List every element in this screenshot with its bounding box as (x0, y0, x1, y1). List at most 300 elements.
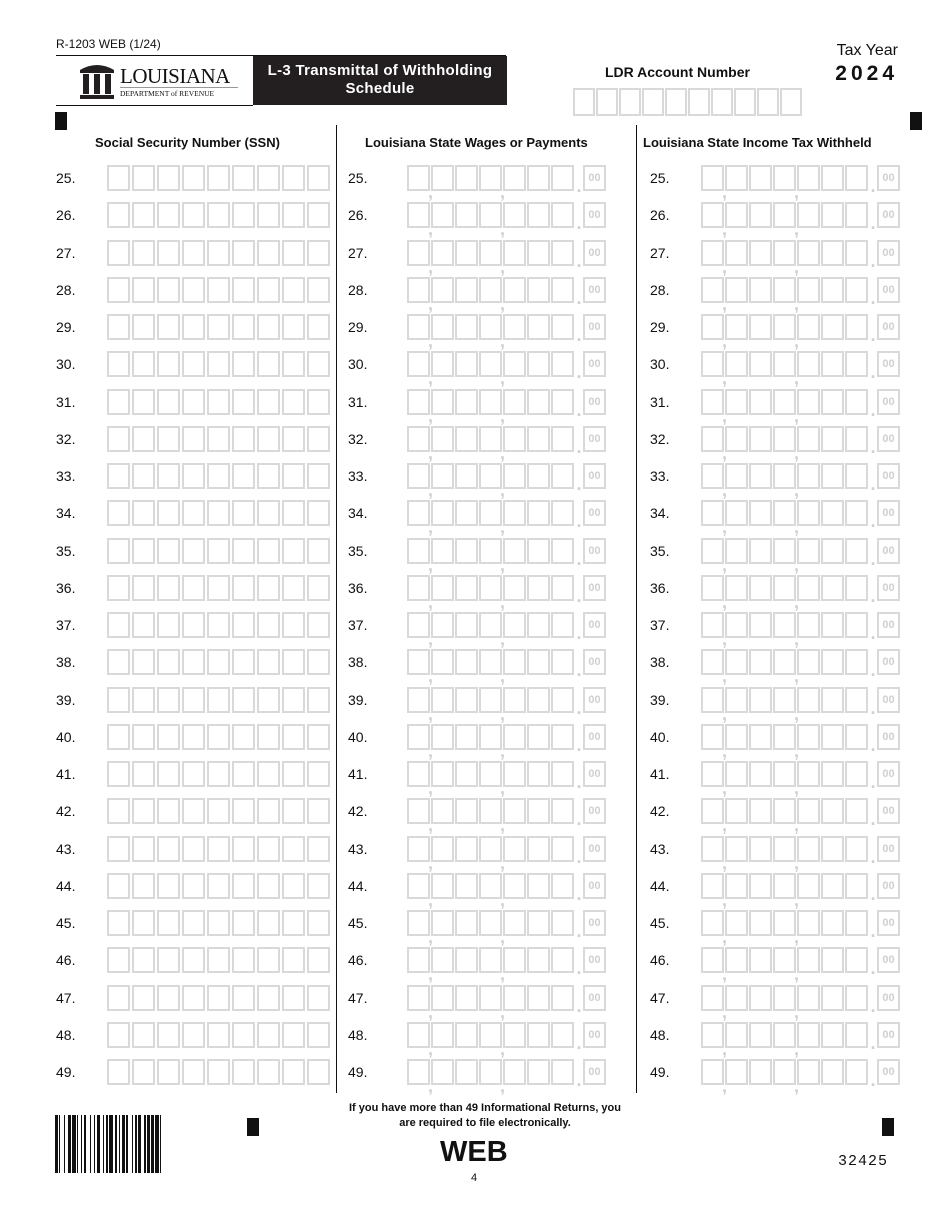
wages-input[interactable] (407, 277, 606, 314)
digit-cell[interactable] (527, 314, 550, 340)
digit-cell[interactable] (207, 985, 230, 1011)
digit-cell[interactable] (307, 314, 330, 340)
digit-cell[interactable] (207, 724, 230, 750)
digit-cell[interactable] (257, 761, 280, 787)
wages-input[interactable] (407, 910, 606, 947)
digit-cell[interactable] (307, 500, 330, 526)
digit-cell[interactable] (232, 575, 255, 601)
digit-cell[interactable] (725, 463, 748, 489)
digit-cell[interactable] (701, 500, 724, 526)
digit-cell[interactable] (182, 389, 205, 415)
digit-cell[interactable] (527, 500, 550, 526)
digit-cell[interactable] (455, 1059, 478, 1085)
digit-cell[interactable] (773, 873, 796, 899)
digit-cell[interactable] (725, 1022, 748, 1048)
digit-cell[interactable] (701, 538, 724, 564)
digit-cell[interactable] (527, 351, 550, 377)
tax-withheld-input[interactable] (701, 575, 900, 612)
digit-cell[interactable] (182, 687, 205, 713)
digit-cell[interactable] (749, 202, 772, 228)
digit-cell[interactable] (773, 240, 796, 266)
digit-cell[interactable] (725, 836, 748, 862)
digit-cell[interactable] (157, 873, 180, 899)
digit-cell[interactable] (551, 389, 574, 415)
digit-cell[interactable] (749, 277, 772, 303)
digit-cell[interactable] (821, 798, 844, 824)
digit-cell[interactable] (157, 202, 180, 228)
digit-cell[interactable] (232, 1059, 255, 1085)
digit-cell[interactable] (257, 798, 280, 824)
digit-cell[interactable] (797, 687, 820, 713)
digit-cell[interactable] (157, 910, 180, 936)
digit-cell[interactable] (257, 1022, 280, 1048)
digit-cell[interactable] (503, 575, 526, 601)
digit-cell[interactable] (596, 88, 618, 116)
digit-cell[interactable] (257, 463, 280, 489)
digit-cell[interactable] (182, 798, 205, 824)
digit-cell[interactable] (527, 798, 550, 824)
digit-cell[interactable] (773, 389, 796, 415)
tax-withheld-input[interactable] (701, 240, 900, 277)
ssn-input[interactable] (107, 165, 332, 191)
digit-cell[interactable] (232, 612, 255, 638)
digit-cell[interactable] (207, 798, 230, 824)
digit-cell[interactable] (232, 873, 255, 899)
digit-cell[interactable] (407, 873, 430, 899)
digit-cell[interactable] (479, 910, 502, 936)
digit-cell[interactable] (551, 612, 574, 638)
digit-cell[interactable] (749, 798, 772, 824)
digit-cell[interactable] (503, 910, 526, 936)
digit-cell[interactable] (232, 240, 255, 266)
digit-cell[interactable] (431, 873, 454, 899)
digit-cell[interactable] (407, 351, 430, 377)
digit-cell[interactable] (773, 612, 796, 638)
digit-cell[interactable] (232, 277, 255, 303)
digit-cell[interactable] (157, 724, 180, 750)
digit-cell[interactable] (749, 426, 772, 452)
digit-cell[interactable] (797, 389, 820, 415)
digit-cell[interactable] (479, 575, 502, 601)
digit-cell[interactable] (132, 426, 155, 452)
digit-cell[interactable] (773, 202, 796, 228)
digit-cell[interactable] (132, 649, 155, 675)
digit-cell[interactable] (797, 761, 820, 787)
digit-cell[interactable] (207, 836, 230, 862)
digit-cell[interactable] (182, 575, 205, 601)
digit-cell[interactable] (527, 1059, 550, 1085)
digit-cell[interactable] (503, 500, 526, 526)
digit-cell[interactable] (282, 314, 305, 340)
digit-cell[interactable] (431, 277, 454, 303)
digit-cell[interactable] (257, 426, 280, 452)
digit-cell[interactable] (527, 649, 550, 675)
digit-cell[interactable] (845, 1022, 868, 1048)
digit-cell[interactable] (503, 985, 526, 1011)
digit-cell[interactable] (282, 649, 305, 675)
digit-cell[interactable] (503, 1059, 526, 1085)
digit-cell[interactable] (551, 463, 574, 489)
digit-cell[interactable] (455, 873, 478, 899)
digit-cell[interactable] (157, 426, 180, 452)
tax-withheld-input[interactable] (701, 649, 900, 687)
ssn-input[interactable] (107, 314, 332, 340)
digit-cell[interactable] (479, 836, 502, 862)
tax-withheld-input[interactable] (701, 426, 900, 463)
digit-cell[interactable] (307, 351, 330, 377)
digit-cell[interactable] (107, 202, 130, 228)
digit-cell[interactable] (503, 202, 526, 228)
digit-cell[interactable] (307, 798, 330, 824)
digit-cell[interactable] (157, 649, 180, 675)
digit-cell[interactable] (479, 538, 502, 564)
digit-cell[interactable] (845, 277, 868, 303)
digit-cell[interactable] (431, 575, 454, 601)
digit-cell[interactable] (503, 463, 526, 489)
digit-cell[interactable] (701, 575, 724, 601)
digit-cell[interactable] (132, 724, 155, 750)
digit-cell[interactable] (701, 1022, 724, 1048)
digit-cell[interactable] (821, 1022, 844, 1048)
digit-cell[interactable] (282, 575, 305, 601)
digit-cell[interactable] (773, 500, 796, 526)
digit-cell[interactable] (157, 575, 180, 601)
digit-cell[interactable] (232, 910, 255, 936)
wages-input[interactable] (407, 463, 606, 500)
digit-cell[interactable] (307, 538, 330, 564)
digit-cell[interactable] (431, 500, 454, 526)
digit-cell[interactable] (282, 612, 305, 638)
tax-withheld-input[interactable] (701, 798, 900, 836)
digit-cell[interactable] (821, 314, 844, 340)
digit-cell[interactable] (282, 202, 305, 228)
digit-cell[interactable] (182, 277, 205, 303)
digit-cell[interactable] (479, 202, 502, 228)
digit-cell[interactable] (431, 165, 454, 191)
digit-cell[interactable] (711, 88, 733, 116)
digit-cell[interactable] (845, 426, 868, 452)
digit-cell[interactable] (797, 463, 820, 489)
digit-cell[interactable] (207, 687, 230, 713)
digit-cell[interactable] (431, 202, 454, 228)
digit-cell[interactable] (503, 649, 526, 675)
digit-cell[interactable] (551, 649, 574, 675)
digit-cell[interactable] (845, 500, 868, 526)
digit-cell[interactable] (232, 985, 255, 1011)
digit-cell[interactable] (845, 724, 868, 750)
digit-cell[interactable] (107, 761, 130, 787)
digit-cell[interactable] (527, 538, 550, 564)
digit-cell[interactable] (407, 575, 430, 601)
digit-cell[interactable] (107, 351, 130, 377)
digit-cell[interactable] (479, 649, 502, 675)
digit-cell[interactable] (157, 612, 180, 638)
digit-cell[interactable] (551, 426, 574, 452)
digit-cell[interactable] (307, 165, 330, 191)
digit-cell[interactable] (257, 277, 280, 303)
digit-cell[interactable] (232, 724, 255, 750)
ssn-input[interactable] (107, 873, 332, 899)
digit-cell[interactable] (207, 538, 230, 564)
digit-cell[interactable] (182, 351, 205, 377)
ssn-input[interactable] (107, 1059, 332, 1085)
digit-cell[interactable] (282, 687, 305, 713)
digit-cell[interactable] (797, 426, 820, 452)
digit-cell[interactable] (797, 240, 820, 266)
digit-cell[interactable] (455, 612, 478, 638)
digit-cell[interactable] (157, 351, 180, 377)
digit-cell[interactable] (725, 798, 748, 824)
digit-cell[interactable] (527, 724, 550, 750)
digit-cell[interactable] (257, 724, 280, 750)
digit-cell[interactable] (431, 389, 454, 415)
digit-cell[interactable] (725, 165, 748, 191)
digit-cell[interactable] (725, 426, 748, 452)
tax-withheld-input[interactable] (701, 463, 900, 500)
digit-cell[interactable] (431, 351, 454, 377)
digit-cell[interactable] (845, 612, 868, 638)
digit-cell[interactable] (182, 649, 205, 675)
digit-cell[interactable] (257, 836, 280, 862)
digit-cell[interactable] (527, 389, 550, 415)
digit-cell[interactable] (479, 985, 502, 1011)
digit-cell[interactable] (701, 463, 724, 489)
digit-cell[interactable] (157, 985, 180, 1011)
digit-cell[interactable] (407, 463, 430, 489)
digit-cell[interactable] (701, 389, 724, 415)
digit-cell[interactable] (232, 500, 255, 526)
digit-cell[interactable] (479, 314, 502, 340)
digit-cell[interactable] (749, 724, 772, 750)
digit-cell[interactable] (455, 202, 478, 228)
digit-cell[interactable] (307, 724, 330, 750)
digit-cell[interactable] (132, 798, 155, 824)
wages-input[interactable] (407, 985, 606, 1022)
digit-cell[interactable] (282, 761, 305, 787)
digit-cell[interactable] (455, 724, 478, 750)
digit-cell[interactable] (773, 1059, 796, 1085)
digit-cell[interactable] (701, 351, 724, 377)
digit-cell[interactable] (257, 649, 280, 675)
digit-cell[interactable] (207, 314, 230, 340)
digit-cell[interactable] (132, 463, 155, 489)
digit-cell[interactable] (503, 538, 526, 564)
digit-cell[interactable] (573, 88, 595, 116)
digit-cell[interactable] (182, 910, 205, 936)
digit-cell[interactable] (527, 575, 550, 601)
digit-cell[interactable] (107, 724, 130, 750)
digit-cell[interactable] (157, 463, 180, 489)
digit-cell[interactable] (797, 277, 820, 303)
digit-cell[interactable] (688, 88, 710, 116)
digit-cell[interactable] (773, 463, 796, 489)
digit-cell[interactable] (455, 277, 478, 303)
digit-cell[interactable] (479, 500, 502, 526)
digit-cell[interactable] (821, 724, 844, 750)
tax-withheld-input[interactable] (701, 1022, 900, 1059)
tax-withheld-input[interactable] (701, 985, 900, 1022)
digit-cell[interactable] (773, 277, 796, 303)
digit-cell[interactable] (749, 240, 772, 266)
digit-cell[interactable] (257, 165, 280, 191)
digit-cell[interactable] (503, 798, 526, 824)
digit-cell[interactable] (551, 277, 574, 303)
ssn-input[interactable] (107, 575, 332, 601)
digit-cell[interactable] (527, 240, 550, 266)
digit-cell[interactable] (232, 538, 255, 564)
tax-withheld-input[interactable] (701, 612, 900, 649)
digit-cell[interactable] (725, 687, 748, 713)
tax-withheld-input[interactable] (701, 1059, 900, 1096)
digit-cell[interactable] (797, 1059, 820, 1085)
digit-cell[interactable] (431, 612, 454, 638)
digit-cell[interactable] (431, 314, 454, 340)
digit-cell[interactable] (725, 985, 748, 1011)
wages-input[interactable] (407, 165, 606, 202)
digit-cell[interactable] (527, 277, 550, 303)
digit-cell[interactable] (132, 612, 155, 638)
digit-cell[interactable] (701, 612, 724, 638)
digit-cell[interactable] (132, 761, 155, 787)
digit-cell[interactable] (107, 798, 130, 824)
digit-cell[interactable] (182, 240, 205, 266)
digit-cell[interactable] (407, 761, 430, 787)
digit-cell[interactable] (725, 910, 748, 936)
digit-cell[interactable] (725, 649, 748, 675)
digit-cell[interactable] (749, 538, 772, 564)
digit-cell[interactable] (257, 202, 280, 228)
digit-cell[interactable] (701, 314, 724, 340)
digit-cell[interactable] (503, 351, 526, 377)
digit-cell[interactable] (527, 1022, 550, 1048)
digit-cell[interactable] (845, 575, 868, 601)
digit-cell[interactable] (749, 314, 772, 340)
digit-cell[interactable] (107, 873, 130, 899)
digit-cell[interactable] (749, 836, 772, 862)
digit-cell[interactable] (455, 649, 478, 675)
digit-cell[interactable] (107, 947, 130, 973)
digit-cell[interactable] (701, 836, 724, 862)
digit-cell[interactable] (503, 947, 526, 973)
digit-cell[interactable] (182, 426, 205, 452)
digit-cell[interactable] (407, 1022, 430, 1048)
digit-cell[interactable] (132, 687, 155, 713)
digit-cell[interactable] (821, 1059, 844, 1085)
digit-cell[interactable] (182, 202, 205, 228)
digit-cell[interactable] (232, 389, 255, 415)
ssn-input[interactable] (107, 202, 332, 228)
digit-cell[interactable] (551, 1059, 574, 1085)
digit-cell[interactable] (797, 724, 820, 750)
tax-withheld-input[interactable] (701, 538, 900, 575)
digit-cell[interactable] (455, 910, 478, 936)
digit-cell[interactable] (107, 500, 130, 526)
digit-cell[interactable] (107, 240, 130, 266)
digit-cell[interactable] (773, 649, 796, 675)
digit-cell[interactable] (132, 500, 155, 526)
digit-cell[interactable] (797, 351, 820, 377)
digit-cell[interactable] (407, 500, 430, 526)
digit-cell[interactable] (479, 277, 502, 303)
digit-cell[interactable] (207, 873, 230, 899)
digit-cell[interactable] (845, 687, 868, 713)
digit-cell[interactable] (207, 649, 230, 675)
digit-cell[interactable] (232, 463, 255, 489)
digit-cell[interactable] (551, 202, 574, 228)
digit-cell[interactable] (307, 1059, 330, 1085)
digit-cell[interactable] (157, 1022, 180, 1048)
digit-cell[interactable] (307, 463, 330, 489)
digit-cell[interactable] (107, 910, 130, 936)
digit-cell[interactable] (431, 687, 454, 713)
digit-cell[interactable] (207, 575, 230, 601)
digit-cell[interactable] (479, 873, 502, 899)
digit-cell[interactable] (797, 575, 820, 601)
digit-cell[interactable] (479, 351, 502, 377)
digit-cell[interactable] (132, 314, 155, 340)
tax-withheld-input[interactable] (701, 202, 900, 240)
tax-withheld-input[interactable] (701, 687, 900, 724)
digit-cell[interactable] (665, 88, 687, 116)
digit-cell[interactable] (527, 761, 550, 787)
digit-cell[interactable] (232, 314, 255, 340)
digit-cell[interactable] (503, 314, 526, 340)
tax-withheld-input[interactable] (701, 389, 900, 426)
digit-cell[interactable] (821, 612, 844, 638)
digit-cell[interactable] (307, 761, 330, 787)
digit-cell[interactable] (257, 389, 280, 415)
digit-cell[interactable] (431, 910, 454, 936)
digit-cell[interactable] (282, 1022, 305, 1048)
digit-cell[interactable] (257, 687, 280, 713)
digit-cell[interactable] (282, 165, 305, 191)
digit-cell[interactable] (407, 240, 430, 266)
digit-cell[interactable] (551, 985, 574, 1011)
digit-cell[interactable] (282, 240, 305, 266)
wages-input[interactable] (407, 836, 606, 873)
ssn-input[interactable] (107, 240, 332, 266)
digit-cell[interactable] (207, 165, 230, 191)
wages-input[interactable] (407, 351, 606, 389)
digit-cell[interactable] (503, 426, 526, 452)
digit-cell[interactable] (307, 649, 330, 675)
digit-cell[interactable] (701, 649, 724, 675)
digit-cell[interactable] (282, 798, 305, 824)
digit-cell[interactable] (845, 314, 868, 340)
digit-cell[interactable] (845, 240, 868, 266)
digit-cell[interactable] (257, 500, 280, 526)
digit-cell[interactable] (455, 500, 478, 526)
digit-cell[interactable] (749, 500, 772, 526)
digit-cell[interactable] (257, 985, 280, 1011)
digit-cell[interactable] (479, 724, 502, 750)
digit-cell[interactable] (773, 724, 796, 750)
digit-cell[interactable] (157, 687, 180, 713)
digit-cell[interactable] (845, 463, 868, 489)
digit-cell[interactable] (257, 351, 280, 377)
digit-cell[interactable] (407, 165, 430, 191)
digit-cell[interactable] (845, 165, 868, 191)
digit-cell[interactable] (257, 575, 280, 601)
digit-cell[interactable] (701, 798, 724, 824)
digit-cell[interactable] (455, 836, 478, 862)
digit-cell[interactable] (182, 1059, 205, 1085)
digit-cell[interactable] (821, 165, 844, 191)
digit-cell[interactable] (107, 985, 130, 1011)
digit-cell[interactable] (527, 612, 550, 638)
digit-cell[interactable] (551, 687, 574, 713)
tax-withheld-input[interactable] (701, 500, 900, 538)
